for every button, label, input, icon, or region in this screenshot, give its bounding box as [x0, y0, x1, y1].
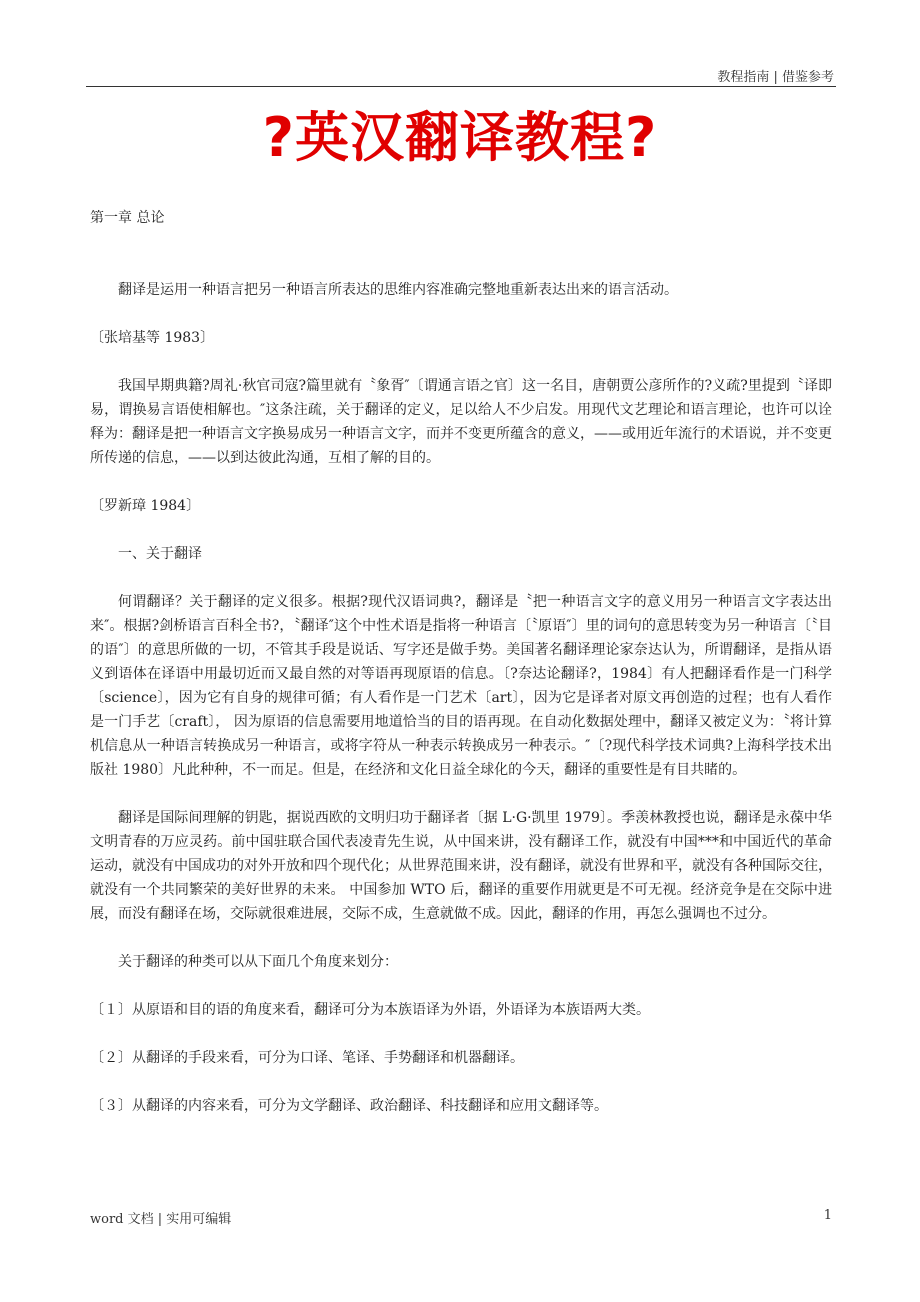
- page-number: 1: [823, 1208, 832, 1223]
- paragraph-history: 我国早期典籍?周礼·秋官司寇?篇里就有〝象胥″〔谓通言语之官〕这一名目，唐朝贾公彦所作的?义疏?里提到〝译即易，谓换易言语使相解也。″这条注疏，关于翻译的定义，足以给人不少启发。用现代文艺理论和语言理论，也许可以诠释为：翻译是把一种语言文字换易成另一种语言文字，而并不变更所蕴含的意义，——或用近年流行的术语说，并不变更所传递的信息，——以到达彼此沟通，互相了解的目的。: [90, 378, 832, 466]
- running-header: 教程指南 | 借鉴参考: [717, 70, 834, 85]
- citation-zhang: 〔张培基等 1983〕: [90, 330, 215, 346]
- list-item-2: 〔２〕从翻译的手段来看，可分为口译、笔译、手势翻译和机器翻译。: [90, 1050, 524, 1066]
- section-heading: 一、关于翻译: [118, 546, 202, 562]
- footer-text: word 文档 | 实用可编辑: [90, 1212, 232, 1227]
- chapter-heading: 第一章 总论: [90, 210, 165, 226]
- document-title: ?英汉翻译教程?: [262, 106, 658, 169]
- paragraph-types-intro: 关于翻译的种类可以从下面几个角度来划分：: [118, 954, 398, 970]
- header-divider: [86, 86, 836, 87]
- list-item-1: 〔１〕从原语和目的语的角度来看，翻译可分为本族语译为外语，外语译为本族语两大类。: [90, 1002, 650, 1018]
- citation-luo: 〔罗新璋 1984〕: [90, 498, 201, 514]
- paragraph-importance: 翻译是国际间理解的钥匙，据说西欧的文明归功于翻译者〔据 L·G·凯里 1979〕。季羡林教授也说，翻译是永葆中华文明青春的万应灵药。前中国驻联合国代表凌青先生说，从中国来讲，没有翻译工作，就没有中国***和中国近代的革命运动，就没有中国成功的对外开放和四个现代化；从世界范围来讲，没有翻译，就没有世界和平，就没有各种国际交往，就没有一个共同繁荣的美好世界的未来。 中国参加 WTO 后，翻译的重要作用就更是不可无视。经济竞争是在交际中进展，而没有翻译在场，交际就很难进展，交际不成，生意就做不成。因此，翻译的作用，再怎么强调也不过分。: [90, 810, 832, 922]
- paragraph-definition: 翻译是运用一种语言把另一种语言所表达的思维内容准确完整地重新表达出来的语言活动。: [118, 282, 678, 298]
- paragraph-definitions: 何谓翻译？关于翻译的定义很多。根据?现代汉语词典?，翻译是〝把一种语言文字的意义用另一种语言文字表达出来″。根据?剑桥语言百科全书?，〝翻译″这个中性术语是指将一种语言〔〝原语″〕里的词句的意思转变为另一种语言〔〝目的语″〕的意思所做的一切，不管其手段是说话、写字还是做手势。美国著名翻译理论家奈达认为，所谓翻译，是指从语义到语体在译语中用最切近而又最自然的对等语再现原语的信息。〔?奈达论翻译?，1984〕有人把翻译看作是一门科学 〔science〕，因为它有自身的规律可循；有人看作是一门艺术〔art〕，因为它是译者对原文再创造的过程；也有人看作是一门手艺〔craft〕， 因为原语的信息需要用地道恰当的目的语再现。在自动化数据处理中，翻译又被定义为：〝将计算机信息从一种语言转换成另一种语言，或将字符从一种表示转换成另一种表示。″〔?现代科学技术词典?上海科学技术出版社 1980〕凡此种种，不一而足。但是，在经济和文化日益全球化的今天，翻译的重要性是有目共睹的。: [90, 594, 832, 778]
- document-body: [90, 206, 832, 1118]
- list-item-3: 〔３〕从翻译的内容来看，可分为文学翻译、政治翻译、科技翻译和应用文翻译等。: [90, 1098, 608, 1114]
